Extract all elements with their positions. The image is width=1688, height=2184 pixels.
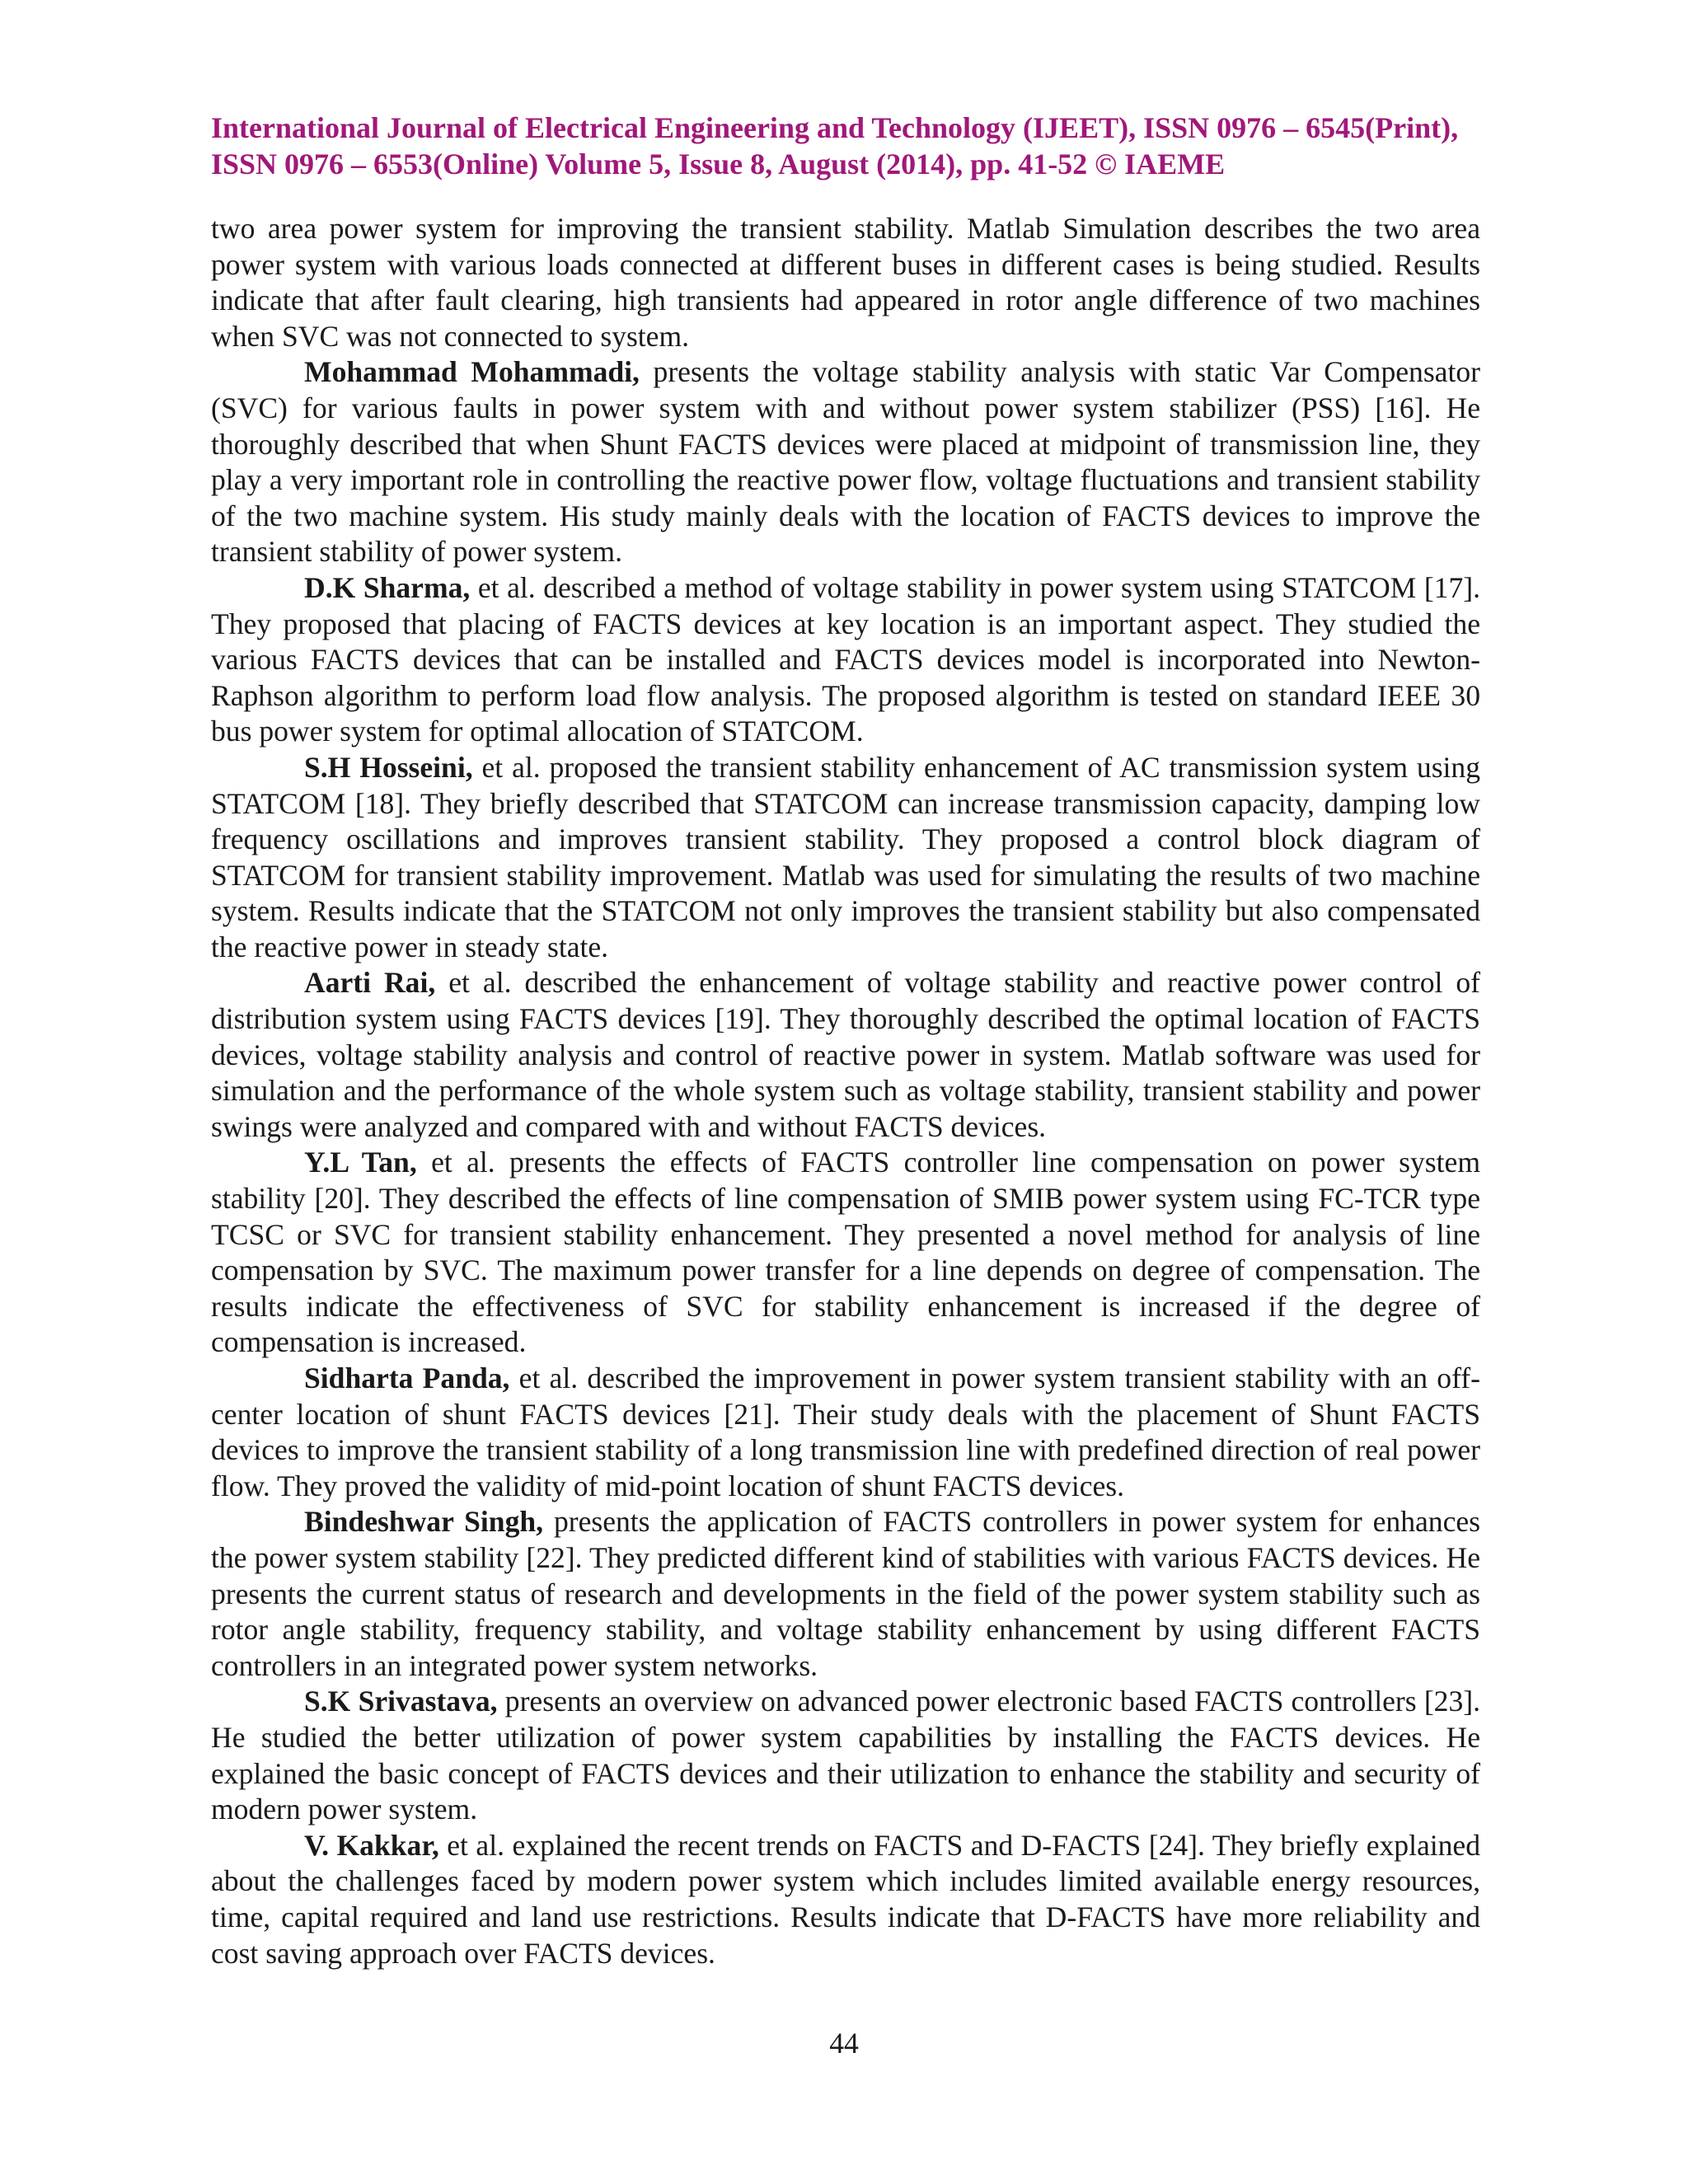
paragraph-author: Y.L Tan, (304, 1146, 417, 1179)
paragraph-text: et al. described a method of voltage stability in power system using STATCOM [17]. They proposed that placing of FACTS devices at key location is an important aspect. They studied the various FACTS devices that can be installed and FACTS devices model is incorporated into Newton-Raphson algorithm to perform load flow analysis. The proposed algorithm is tested on standard IEEE 30 bus power system for optimal allocation of STATCOM. (211, 570, 1480, 748)
journal-header-line-1: International Journal of Electrical Engineering and Technology (IJEET), ISSN 0976 – 6545(Print), (211, 111, 1459, 144)
paragraph-singh (211, 1504, 1480, 1684)
paragraph-kakkar (211, 1828, 1480, 1971)
paragraph-author: Mohammad Mohammadi, (304, 355, 640, 389)
paragraph-author: S.K Srivastava, (304, 1685, 498, 1718)
paragraph-srivastava (211, 1684, 1480, 1827)
paragraph-text: et al. explained the recent trends on FACTS and D-FACTS [24]. They briefly explained about the challenges faced by modern power system which includes limited available energy resources, time, capital required and land use restrictions. Results indicate that D-FACTS have more reliability and cost saving approach over FACTS devices. (211, 1828, 1480, 1970)
paragraph-mohammadi (211, 354, 1480, 570)
body-text (211, 211, 1480, 1971)
paragraph-author: Aarti Rai, (304, 966, 436, 1000)
paragraph-text: et al. described the enhancement of voltage stability and reactive power control of distribution system using FACTS devices [19]. They thoroughly described the optimal location of FACTS devices, voltage stability analysis and control of reactive power in system. Matlab software was used for simulation and the performance of the whole system such as voltage stability, transient stability and power swings were analyzed and compared with and without FACTS devices. (211, 966, 1481, 1143)
paragraph-author: V. Kakkar, (304, 1828, 439, 1862)
paragraph-panda (211, 1361, 1480, 1504)
paragraph-author: S.H Hosseini, (304, 750, 473, 784)
paragraph-author: Bindeshwar Singh, (304, 1505, 544, 1539)
paragraph-text: et al. presents the effects of FACTS controller line compensation on power system stability [20]. They described the effects of line compensation of SMIB power system using FC-TCR type TCSC or SVC for transient stability enhancement. They presented a novel method for analysis of line compensation by SVC. The maximum power transfer for a line depends on degree of compensation. The results indicate the effectiveness of SVC for stability enhancement is increased if the degree of compensation is increased. (211, 1146, 1480, 1359)
paragraph-tan (211, 1145, 1480, 1361)
paragraph-text: presents the application of FACTS controllers in power system for enhances the power system stability [22]. They predicted different kind of stabilities with various FACTS devices. He presents the current status of research and developments in the field of the power system stability such as rotor angle stability, frequency stability, and voltage stability enhancement by using different FACTS controllers in an integrated power system networks. (211, 1505, 1480, 1682)
paragraph-hosseini (211, 750, 1480, 966)
paragraph-text: presents an overview on advanced power electronic based FACTS controllers [23]. He studied the better utilization of power system capabilities by installing the FACTS devices. He explained the basic concept of FACTS devices and their utilization to enhance the stability and security of modern power system. (211, 1685, 1480, 1826)
paragraph-rai (211, 965, 1480, 1145)
journal-header (211, 110, 1480, 182)
paragraph-text: two area power system for improving the transient stability. Matlab Simulation describes the two area power system with various loads connected at different buses in different cases is being studied. Results indicate that after fault clearing, high transients had appeared in rotor angle difference of two machines when SVC was not connected to system. (211, 212, 1480, 353)
journal-header-line-2: ISSN 0976 – 6553(Online) Volume 5, Issue 8, August (2014), pp. 41-52 © IAEME (211, 148, 1226, 180)
page-number: 44 (829, 2027, 859, 2060)
paragraph-continuation (211, 211, 1480, 354)
paragraph-text: et al. proposed the transient stability enhancement of AC transmission system using STATCOM [18]. They briefly described that STATCOM can increase transmission capacity, damping low frequency oscillations and improves transient stability. They proposed a control block diagram of STATCOM for transient stability improvement. Matlab was used for simulating the results of two machine system. Results indicate that the STATCOM not only improves the transient stability but also compensated the reactive power in steady state. (211, 750, 1480, 963)
paragraph-text: presents the voltage stability analysis with static Var Compensator (SVC) for various faults in power system with and without power system stabilizer (PSS) [16]. He thoroughly described that when Shunt FACTS devices were placed at midpoint of transmission line, they play a very important role in controlling the reactive power flow, voltage fluctuations and transient stability of the two machine system. His study mainly deals with the location of FACTS devices to improve the transient stability of power system. (211, 355, 1480, 569)
paragraph-author: Sidharta Panda, (304, 1361, 510, 1394)
paragraph-sharma (211, 570, 1480, 750)
paragraph-text: et al. described the improvement in power system transient stability with an off-center location of shunt FACTS devices [21]. Their study deals with the placement of Shunt FACTS devices to improve the transient stability of a long transmission line with predefined direction of real power flow. They proved the validity of mid-point location of shunt FACTS devices. (211, 1361, 1480, 1502)
paragraph-author: D.K Sharma, (304, 570, 471, 604)
